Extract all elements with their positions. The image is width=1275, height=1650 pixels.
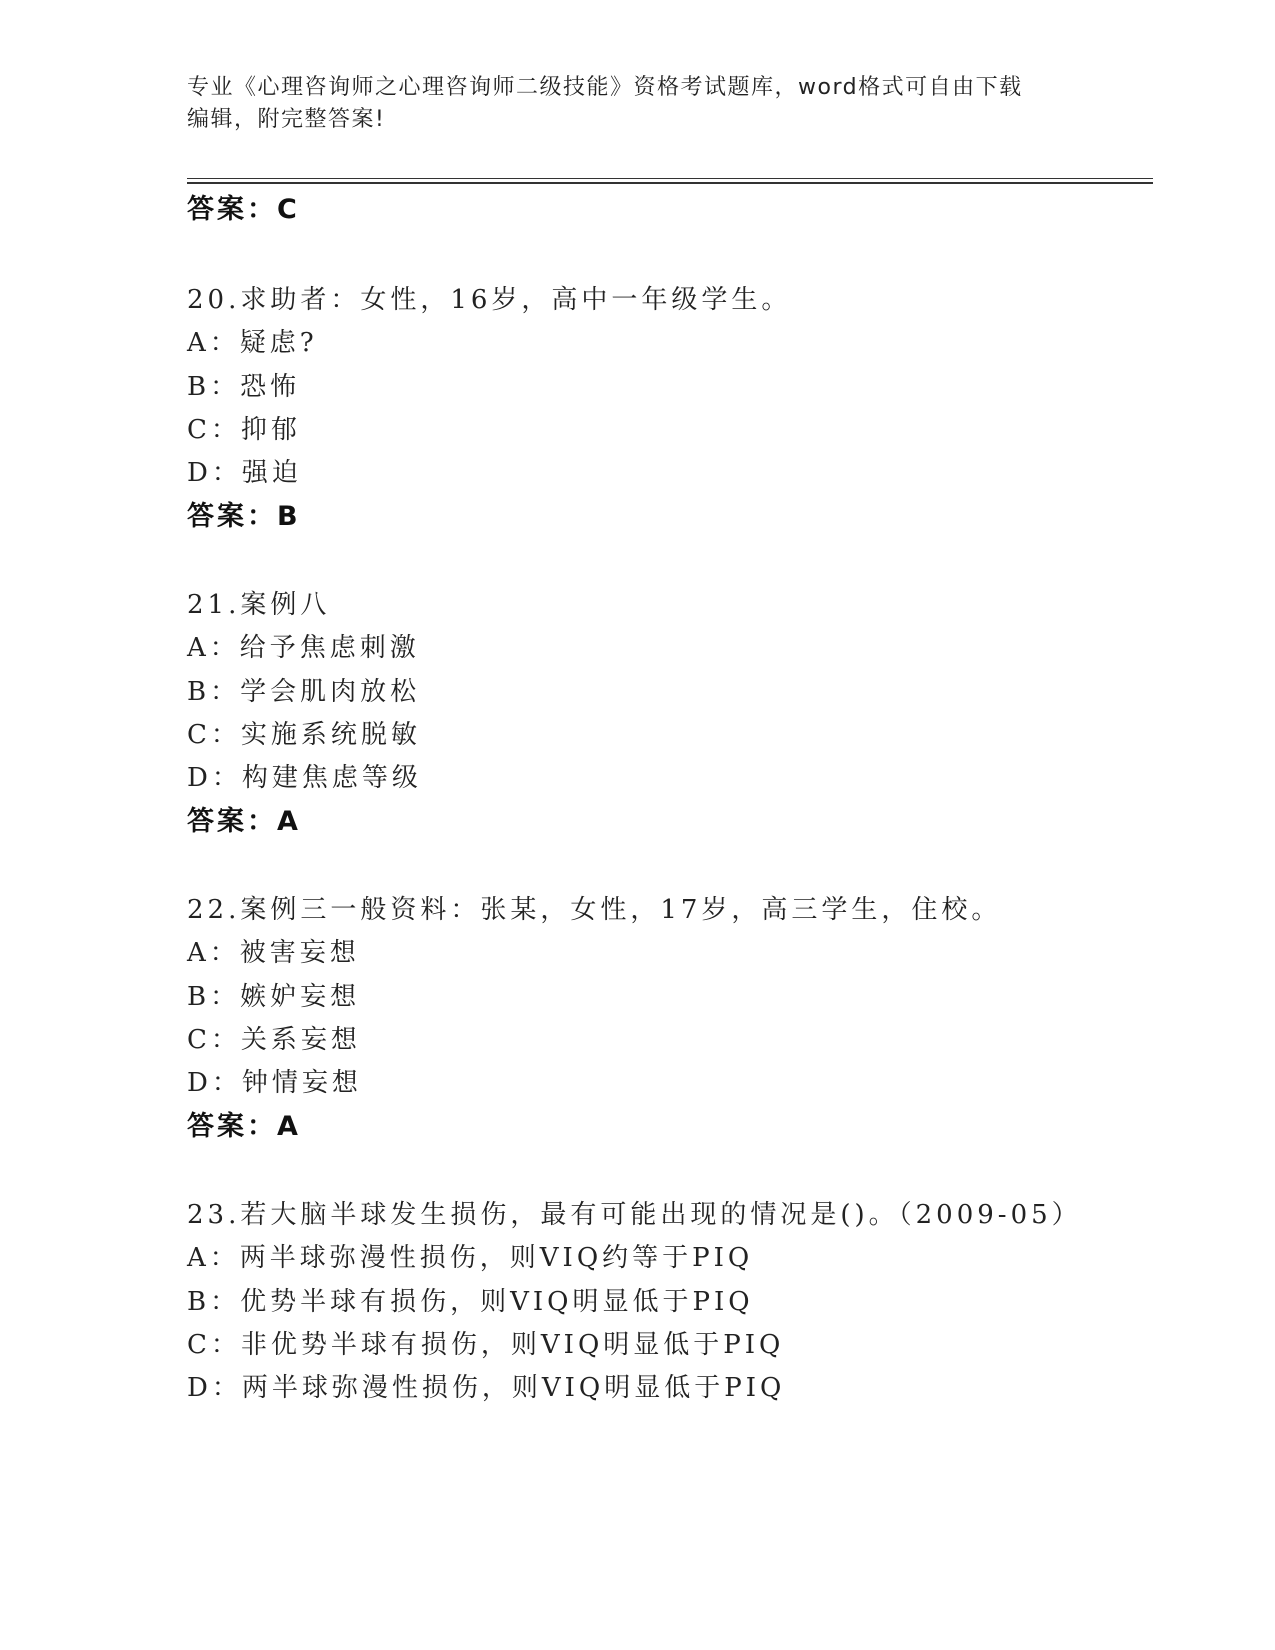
document-header xyxy=(187,72,1067,136)
option-a: A：两半球弥漫性损伤，则VIQ约等于PIQ xyxy=(187,1243,754,1273)
option-d: D：钟情妄想 xyxy=(187,1068,362,1098)
option-b: B：恐怖 xyxy=(187,372,301,402)
answer-label: 答案：A xyxy=(187,806,301,837)
option-d: D：强迫 xyxy=(187,458,302,488)
option-c: C：关系妄想 xyxy=(187,1025,361,1055)
option-b: B：优势半球有损伤，则VIQ明显低于PIQ xyxy=(187,1287,754,1317)
answer-label: 答案：C xyxy=(187,194,300,225)
question-stem: 22.案例三一般资料：张某，女性，17岁，高三学生，住校。 xyxy=(187,895,1002,925)
answer-label: 答案：A xyxy=(187,1111,301,1142)
question-stem: 21.案例八 xyxy=(187,590,331,620)
header-divider-thick xyxy=(187,182,1153,184)
header-line-1: 专业《心理咨询师之心理咨询师二级技能》资格考试题库，word格式可自由下载 xyxy=(187,75,1023,100)
option-b: B：学会肌肉放松 xyxy=(187,677,421,707)
option-d: D：构建焦虑等级 xyxy=(187,763,422,793)
option-a: A：疑虑? xyxy=(187,328,318,358)
answer-label: 答案：B xyxy=(187,501,301,532)
option-a: A：给予焦虑刺激 xyxy=(187,633,420,663)
option-b: B：嫉妒妄想 xyxy=(187,982,361,1012)
option-c: C：实施系统脱敏 xyxy=(187,720,421,750)
option-d: D：两半球弥漫性损伤，则VIQ明显低于PIQ xyxy=(187,1373,786,1403)
header-line-2: 编辑，附完整答案! xyxy=(187,107,386,132)
option-c: C：抑郁 xyxy=(187,415,301,445)
option-c: C：非优势半球有损伤，则VIQ明显低于PIQ xyxy=(187,1330,785,1360)
question-stem: 23.若大脑半球发生损伤，最有可能出现的情况是()。（2009-05） xyxy=(187,1200,1082,1230)
header-divider-thin xyxy=(187,178,1153,179)
option-a: A：被害妄想 xyxy=(187,938,360,968)
question-stem: 20.求助者：女性，16岁，高中一年级学生。 xyxy=(187,285,792,315)
